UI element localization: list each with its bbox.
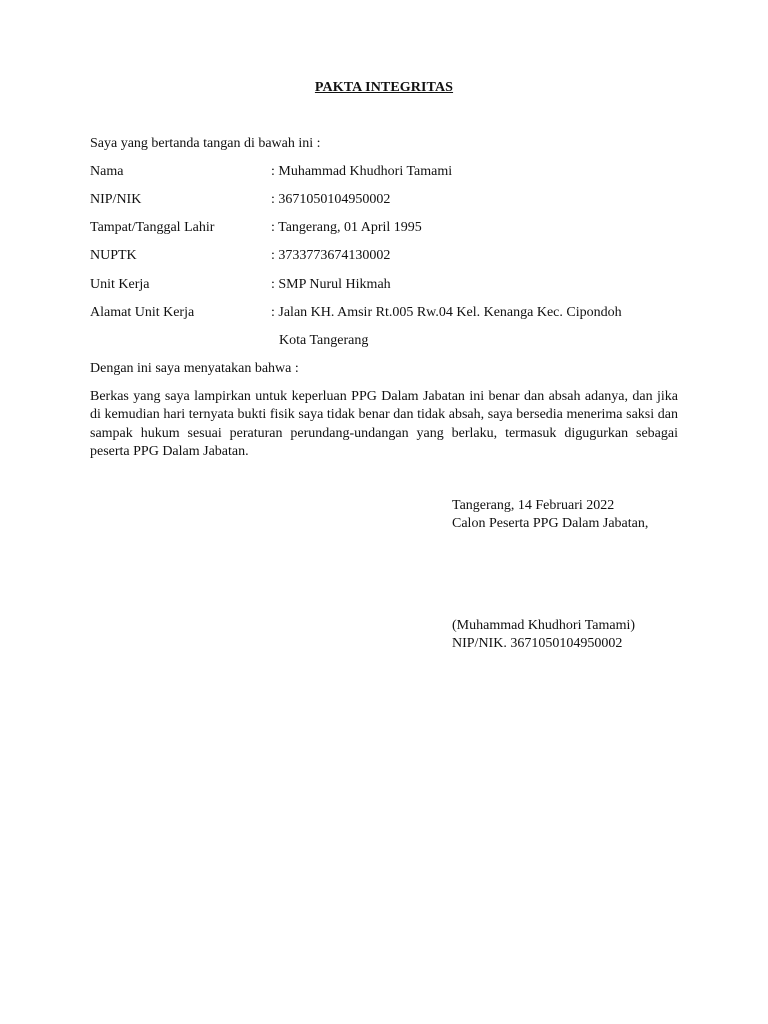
document-title: PAKTA INTEGRITAS <box>314 80 454 95</box>
field-value: : SMP Nurul Hikmah <box>271 277 391 292</box>
field-row-nama <box>90 163 690 181</box>
address-continuation: Kota Tangerang <box>279 333 369 348</box>
statement-lead: Dengan ini saya menyatakan bahwa : <box>90 361 299 376</box>
field-value: : 3733773674130002 <box>271 248 391 263</box>
field-label: Nama <box>90 164 124 179</box>
field-row-nuptk <box>90 247 690 265</box>
field-value: : Muhammad Khudhori Tamami <box>271 164 453 179</box>
field-label: NUPTK <box>90 248 137 263</box>
signature-id: NIP/NIK. 3671050104950002 <box>452 636 623 651</box>
field-label: Unit Kerja <box>90 277 150 292</box>
field-label: NIP/NIK <box>90 192 142 207</box>
field-value: : 3671050104950002 <box>271 192 391 207</box>
field-label: Tampat/Tanggal Lahir <box>90 220 215 235</box>
field-label: Alamat Unit Kerja <box>90 305 195 320</box>
field-row-unit <box>90 276 690 294</box>
signature-place-date: Tangerang, 14 Februari 2022 <box>452 498 615 513</box>
field-value: : Jalan KH. Amsir Rt.005 Rw.04 Kel. Kenanga Kec. Cipondoh <box>271 305 622 320</box>
field-row-address <box>90 304 690 322</box>
field-row-nip <box>90 191 690 209</box>
field-value: : Tangerang, 01 April 1995 <box>271 220 422 235</box>
statement-body: Berkas yang saya lampirkan untuk keperluan PPG Dalam Jabatan ini benar dan absah adanya, dan jika di kemudian hari ternyata bukti fisik saya tidak benar dan tidak absah, saya bersedia menerima saksi dan sampak hukum sesuai peraturan perundang-undangan yang berlaku, termasuk digugurkan sebagai peserta PPG Dalam Jabatan. <box>90 389 678 460</box>
intro-text: Saya yang bertanda tangan di bawah ini : <box>90 136 321 151</box>
field-row-birth <box>90 219 690 237</box>
signature-role: Calon Peserta PPG Dalam Jabatan, <box>452 516 649 531</box>
signature-name: (Muhammad Khudhori Tamami) <box>452 618 636 633</box>
